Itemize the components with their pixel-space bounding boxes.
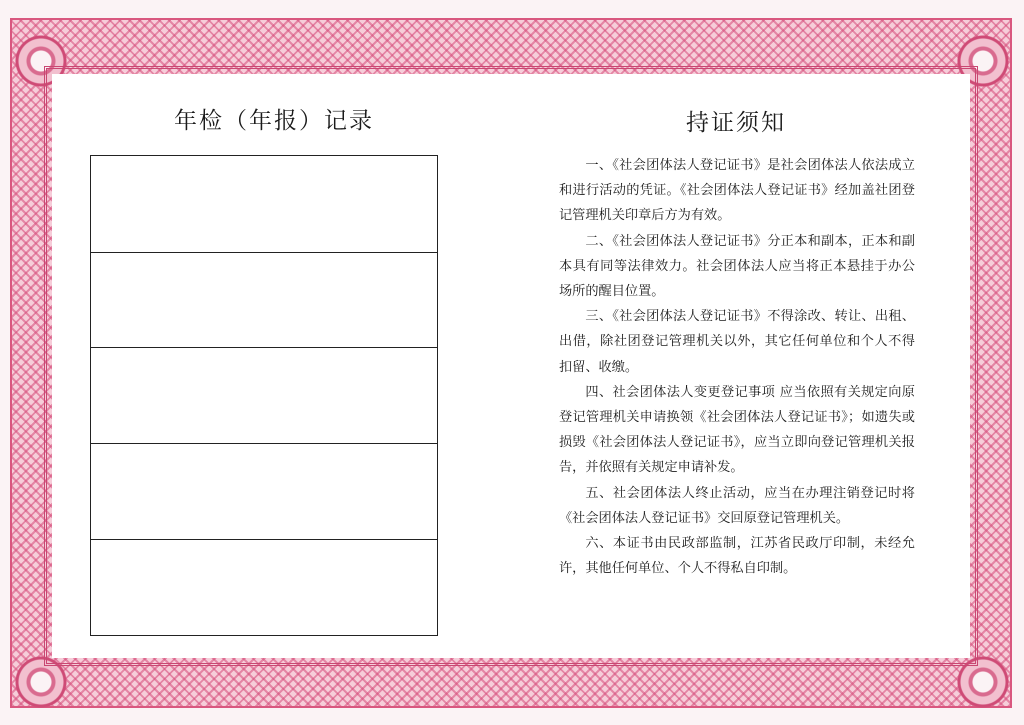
record-row-3 bbox=[91, 347, 437, 443]
notice-item-1: 一、《社会团体法人登记证书》是社会团体法人依法成立和进行活动的凭证。《社会团体法人登记证书》经加盖社团登记管理机关印章后方为有效。 bbox=[559, 158, 915, 224]
notice-item-5: 五、社会团体法人终止活动，应当在办理注销登记时将《社会团体法人登记证书》交回原登记管理机关。 bbox=[559, 485, 915, 526]
annual-record-title: 年检（年报）记录 bbox=[174, 108, 374, 134]
record-row-1 bbox=[91, 156, 437, 252]
notice-list bbox=[559, 153, 915, 581]
annual-record-table bbox=[90, 155, 438, 636]
record-row-2 bbox=[91, 252, 437, 347]
notice-item-6: 六、本证书由民政部监制，江苏省民政厅印制，未经允许，其他任何单位、个人不得私自印制。 bbox=[559, 536, 915, 577]
record-row-5 bbox=[91, 539, 437, 635]
notice-item-4: 四、社会团体法人变更登记事项 应当依照有关规定向原登记管理机关申请换领《社会团体法人登记证书》；如遗失或损毁《社会团体法人登记证书》，应当立即向登记管理机关报告，并依照有关规定申请补发。 bbox=[559, 384, 915, 476]
notice-title: 持证须知 bbox=[686, 110, 786, 136]
notice-item-2: 二、《社会团体法人登记证书》分正本和副本，正本和副本具有同等法律效力。社会团体法人应当将正本悬挂于办公场所的醒目位置。 bbox=[559, 233, 915, 300]
record-row-4 bbox=[91, 443, 437, 539]
notice-item-3: 三、《社会团体法人登记证书》不得涂改、转让、出租、出借，除社团登记管理机关以外，其它任何单位和个人不得扣留、收缴。 bbox=[559, 309, 915, 375]
